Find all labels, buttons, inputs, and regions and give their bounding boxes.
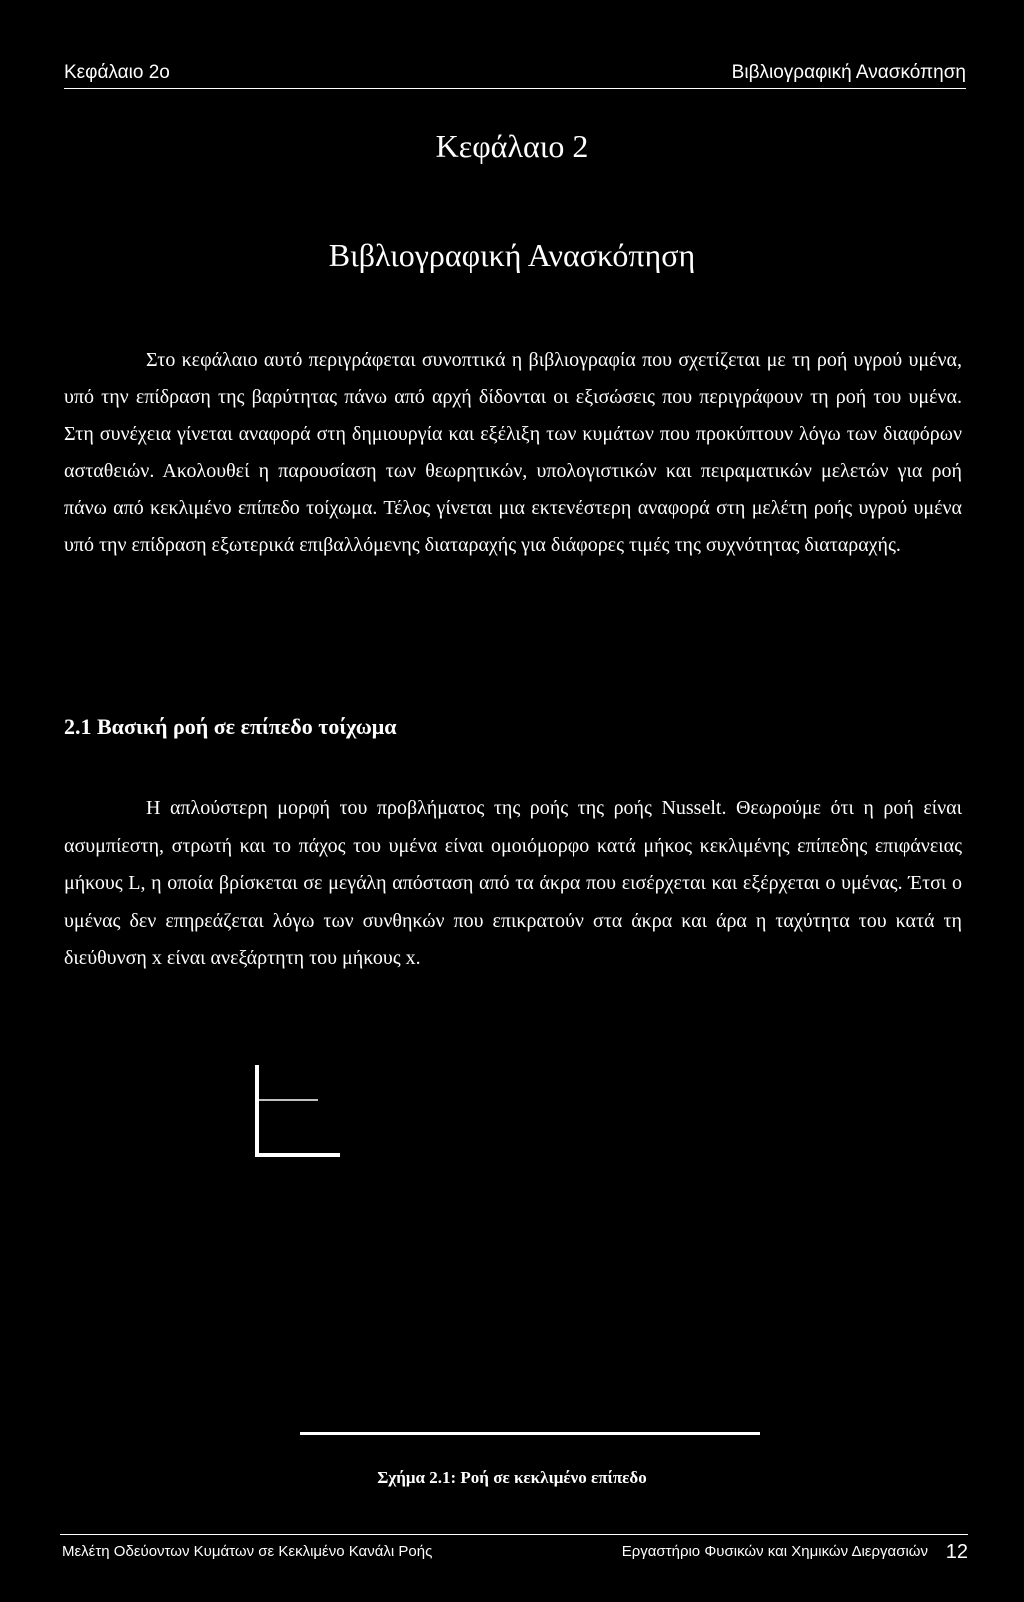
figure-caption: Σχήμα 2.1: Ροή σε κεκλιμένο επίπεδο <box>377 1468 647 1487</box>
page-number: 12 <box>945 1541 968 1563</box>
running-footer <box>60 1534 968 1575</box>
intro-paragraph-block <box>64 342 962 564</box>
footer-lab-name: Εργαστήριο Φυσικών και Χημικών Διεργασιών <box>621 1543 928 1560</box>
chapter-title: Κεφάλαιο 2 <box>435 128 589 164</box>
figure-separator-rule <box>300 1432 760 1435</box>
subsection-title: 2.1 Βασική ροή σε επίπεδο τοίχωμα <box>64 714 397 739</box>
footer-thesis-title: Μελέτη Οδεύοντων Κυμάτων σε Κεκλιμένο Κανάλι Ροής <box>62 1543 433 1560</box>
running-header <box>64 58 966 89</box>
basic-flow-paragraph: Η απλούστερη μορφή του προβλήματος της ροής της ροής Nusselt. Θεωρούμε ότι η ροή είναι ασυμπίεστη, στρωτή και το πάχος του υμένα είναι ομοιόμορφο κατά μήκος κεκλιμένης επίπεδης επιφάνειας μήκους L, η οποία βρίσκεται σε μεγάλη απόσταση από τα άκρα που εισέρχεται και εξέρχεται ο υμένας. Έτσι ο υμένας δεν επηρεάζεται λόγω των συνθηκών που επικρατούν στα άκρα και άρα η ταχύτητα του κατά τη διεύθυνση x είναι ανεξάρτητη του μήκους x. <box>64 797 962 969</box>
intro-paragraph: Στο κεφάλαιο αυτό περιγράφεται συνοπτικά η βιβλιογραφία που σχετίζεται με τη ροή υγρού υμένα, υπό την επίδραση της βαρύτητας πάνω από αρχή δίδονται οι εξισώσεις που περιγράφουν τη ροή του υμένα. Στη συνέχεια γίνεται αναφορά στη δημιουργία και εξέλιξη των κυμάτων που προκύπτουν λόγω των διαφόρων ασταθειών. Ακολουθεί η παρουσίαση των θεωρητικών, υπολογιστικών και πειραματικών μελετών για ροή πάνω από κεκλιμένο επίπεδο τοίχωμα. Τέλος γίνεται μια εκτενέστερη αναφορά στη μελέτη ροής υγρού υμένα υπό την επίδραση εξωτερικά επιβαλλόμενης διαταραχής για διάφορες τιμές της συχνότητας διαταραχής. <box>64 349 962 556</box>
section-heading: Βιβλιογραφική Ανασκόπηση <box>328 237 696 273</box>
header-chapter-label: Κεφάλαιο 2ο <box>64 62 170 83</box>
figure-drawing <box>250 1065 340 1157</box>
header-section-label: Βιβλιογραφική Ανασκόπηση <box>731 62 966 83</box>
basic-flow-paragraph-block <box>64 790 962 978</box>
inclined-plane-figure <box>250 1065 340 1157</box>
